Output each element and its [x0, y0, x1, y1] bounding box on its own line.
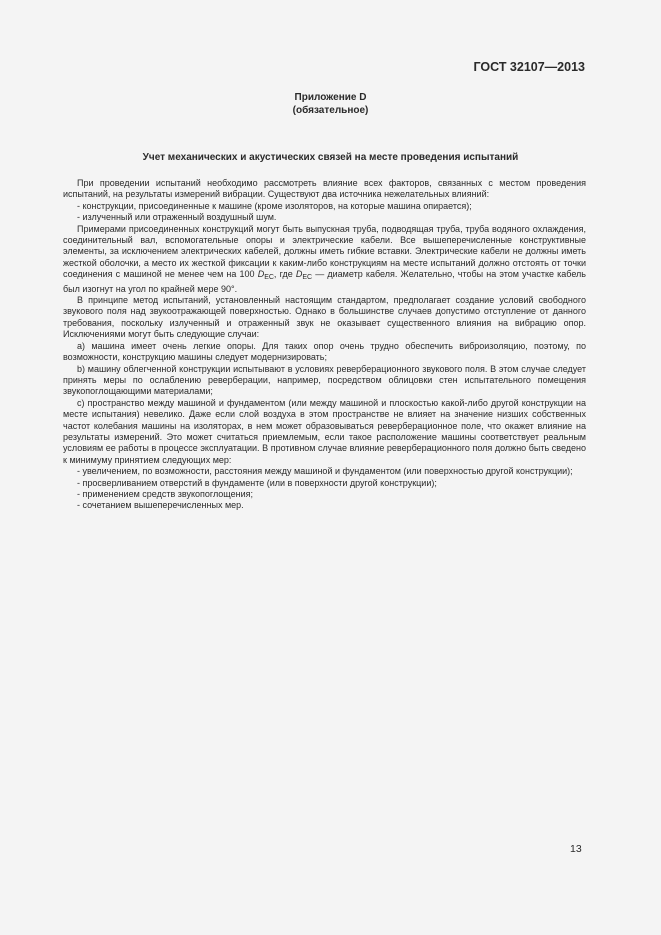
appendix-status: (обязательное): [292, 105, 369, 116]
appendix-title: Приложение D: [294, 92, 367, 103]
appendix-heading: [0, 91, 661, 117]
document-body: [63, 178, 586, 512]
list-item: - применением средств звукопоглощения;: [77, 488, 253, 499]
page-number: 13: [570, 843, 582, 855]
case-a: a) машина имеет очень легкие опоры. Для таких опор очень трудно обеспечить виброизоляцию, поэтому, по возможности, конструкцию машины следует модернизировать;: [63, 340, 586, 363]
list-item: - сочетанием вышеперечисленных мер.: [77, 500, 244, 511]
list-item: - просверливанием отверстий в фундаменте (или в поверхности другой конструкции);: [77, 477, 437, 488]
list-item: - увеличением, по возможности, расстояния между машиной и фундаментом (или поверхностью другой конструкции);: [77, 466, 573, 477]
list-item: - излученный или отраженный воздушный шум.: [77, 212, 277, 223]
section-title: Учет механических и акустических связей на месте проведения испытаний: [142, 152, 519, 163]
list-item: - конструкции, присоединенные к машине (кроме изоляторов, на которые машина опирается);: [77, 200, 472, 211]
paragraph-intro: При проведении испытаний необходимо рассмотреть влияние всех факторов, связанных с местом проведения испытаний, на результаты измерений вибрации. Существуют два источника нежелательных влияний:: [63, 178, 586, 200]
case-c: c) пространство между машиной и фундаментом (или между машиной и плоскостью какой-либо другой конструкции на месте испытания) невелико. Даже если слой воздуха в этом пространстве не влияет на значение низших собственных частот колебания машины на изоляторах, в нем может образовываться реверберационное поле, что окажет влияние на результаты измерений. Это может считаться приемлемым, если такое расположение машины соответствует реальным условиям ее работы в процессе эксплуатации. В противном случае влияние реверберационного поля должно быть сведено к минимуму принятием следующих мер:: [63, 397, 586, 465]
paragraph-test-method: В принципе метод испытаний, установленный настоящим стандартом, предполагает создание условий свободного звукового поля над звукоотражающей поверхностью. Однако в большинстве случаев допустимо отступление от данного требования, поскольку излученный и отраженный звук не оказывает существенного влияния на вибрацию опор. Исключениями могут быть следующие случаи:: [63, 295, 586, 340]
case-b: b) машину облегченной конструкции испытывают в условиях реверберационного звукового поля. В этом случае следует принять меры по ослаблению реверберации, например, посредством облицовки стен испытательного помещения звукопоглощающими материалами;: [63, 363, 586, 397]
standard-code: ГОСТ 32107—2013: [473, 60, 585, 74]
paragraph-attached-structures: Примерами присоединенных конструкций могут быть выпускная труба, подводящая труба, труба водяного охлаждения, соединительный вал, вспомогательные опоры и электрические кабели. Все вышеперечисленные конструктивные элементы, за исключением электрических кабелей, должны иметь гибкие вставки. Электрические кабели не должны иметь жесткой оболочки, а место их жесткой фиксации к каким-либо конструкциям на месте испытаний должно отстоять от точки соединения с машиной не менее чем на 100 $D_{EC}$, где $D_{EC}$ — диаметр кабеля. Желательно, чтобы на этом участке кабель был изогнут на угол по крайней мере 90°.: [63, 223, 586, 294]
